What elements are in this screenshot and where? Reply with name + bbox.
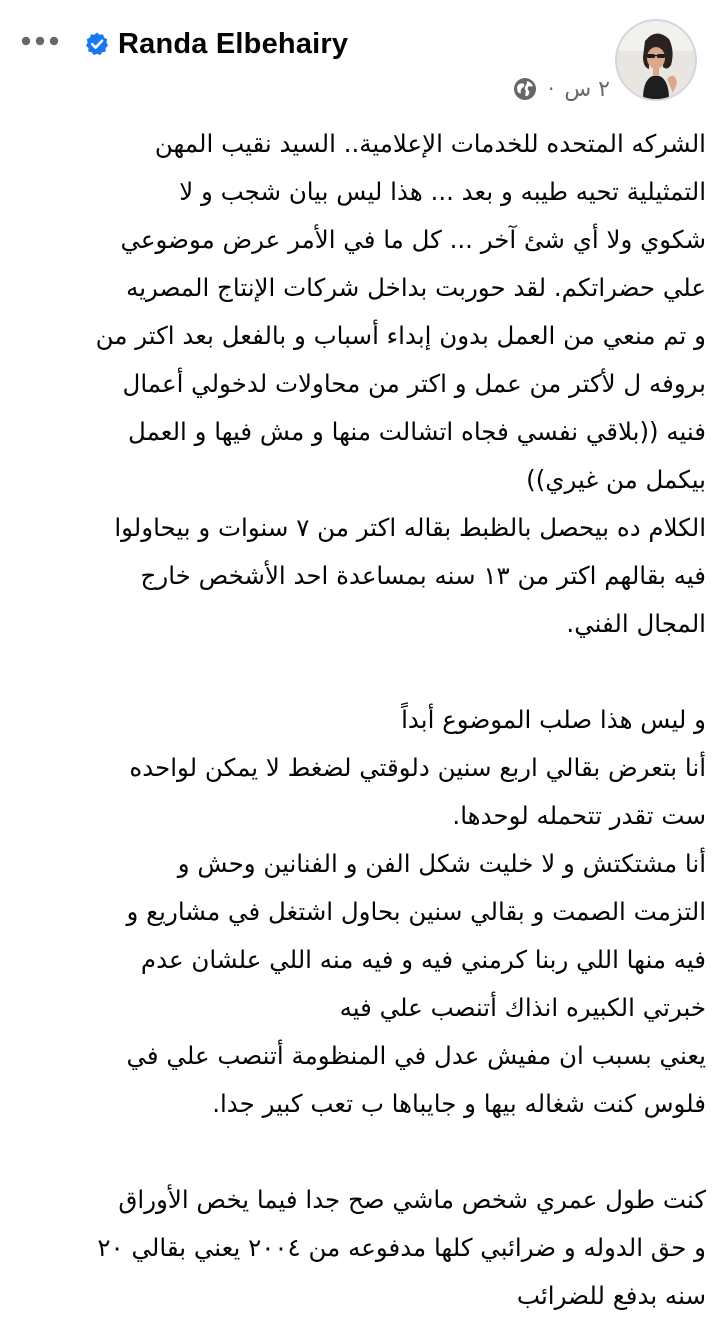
timestamp[interactable]: ٢ س <box>564 76 610 102</box>
author-row <box>84 24 348 64</box>
post-line: سنه بدفع للضرائب <box>516 1281 706 1310</box>
avatar[interactable] <box>615 19 697 101</box>
verified-badge-icon <box>84 31 110 57</box>
post-line: الشركه المتحده للخدمات الإعلامية.. السيد نقيب المهن <box>154 129 706 158</box>
post-line: التزمت الصمت و بقالي سنين بحاول اشتغل في مشاريع و <box>126 897 706 926</box>
post-line: ست تقدر تتحمله لوحدها. <box>452 801 706 830</box>
globe-icon[interactable] <box>512 76 538 102</box>
post-line: و حق الدوله و ضرائبي كلها مدفوعه من ٢٠٠٤ يعني بقالي ٢٠ <box>97 1233 706 1262</box>
post-line: شكوي ولا أي شئ آخر ... كل ما في الأمر عرض موضوعي <box>120 225 706 254</box>
post-paragraph-1 <box>14 120 706 648</box>
post-body <box>14 120 706 1320</box>
post-line: بروفه ل لأكتر من عمل و اكتر من محاولات لدخولي أعمال <box>122 369 706 398</box>
author-name[interactable]: Randa Elbehairy <box>118 27 349 60</box>
post-line: كنت طول عمري شخص ماشي صح جدا فيما يخص الأوراق <box>118 1185 706 1214</box>
post-line: و ليس هذا صلب الموضوع أبداً <box>401 705 706 734</box>
post-paragraph-2 <box>14 696 706 1128</box>
post-line: أنا بتعرض بقالي اربع سنين دلوقتي لضغط لا يمكن لواحده <box>129 753 706 782</box>
more-horizontal-icon <box>20 35 60 47</box>
post-line: علي حضراتكم. لقد حوربت بداخل شركات الإنتاج المصريه <box>126 273 706 302</box>
more-options-button[interactable] <box>18 26 62 56</box>
post-meta <box>512 72 610 106</box>
post-line: أنا مشتكتش و لا خليت شكل الفن و الفنانين وحش و <box>177 849 706 878</box>
post-line: يعني بسبب ان مفيش عدل في المنظومة أتنصب علي في <box>126 1041 706 1070</box>
post-header <box>0 0 720 110</box>
post-line: الكلام ده بيحصل بالظبط بقاله اكتر من ٧ سنوات و بيحاولوا <box>114 513 706 542</box>
post-paragraph-3 <box>14 1176 706 1320</box>
post-line: و تم منعي من العمل بدون إبداء أسباب و بالفعل بعد اكتر من <box>95 321 706 350</box>
meta-separator: · <box>547 77 555 101</box>
post-line: فيه بقالهم اكتر من ١٣ سنه بمساعدة احد الأشخص خارج <box>140 561 706 590</box>
profile-photo <box>617 21 695 99</box>
post-line: التمثيلية تحيه طيبه و بعد ... هذا ليس بيان شجب و لا <box>179 177 706 206</box>
post-line: بيكمل من غيري)) <box>526 465 706 494</box>
post-line: فلوس كنت شغاله بيها و جايباها ب تعب كبير جدا. <box>212 1089 706 1118</box>
post-line: فنيه ((بلاقي نفسي فجاه اتشالت منها و مش فيها و العمل <box>128 417 706 446</box>
post-line: المجال الفني. <box>566 609 706 638</box>
post-line: فيه منها اللي ربنا كرمني فيه و فيه منه اللي علشان عدم <box>140 945 706 974</box>
post-line: خبرتي الكبيره انذاك أتنصب علي فيه <box>339 993 706 1022</box>
